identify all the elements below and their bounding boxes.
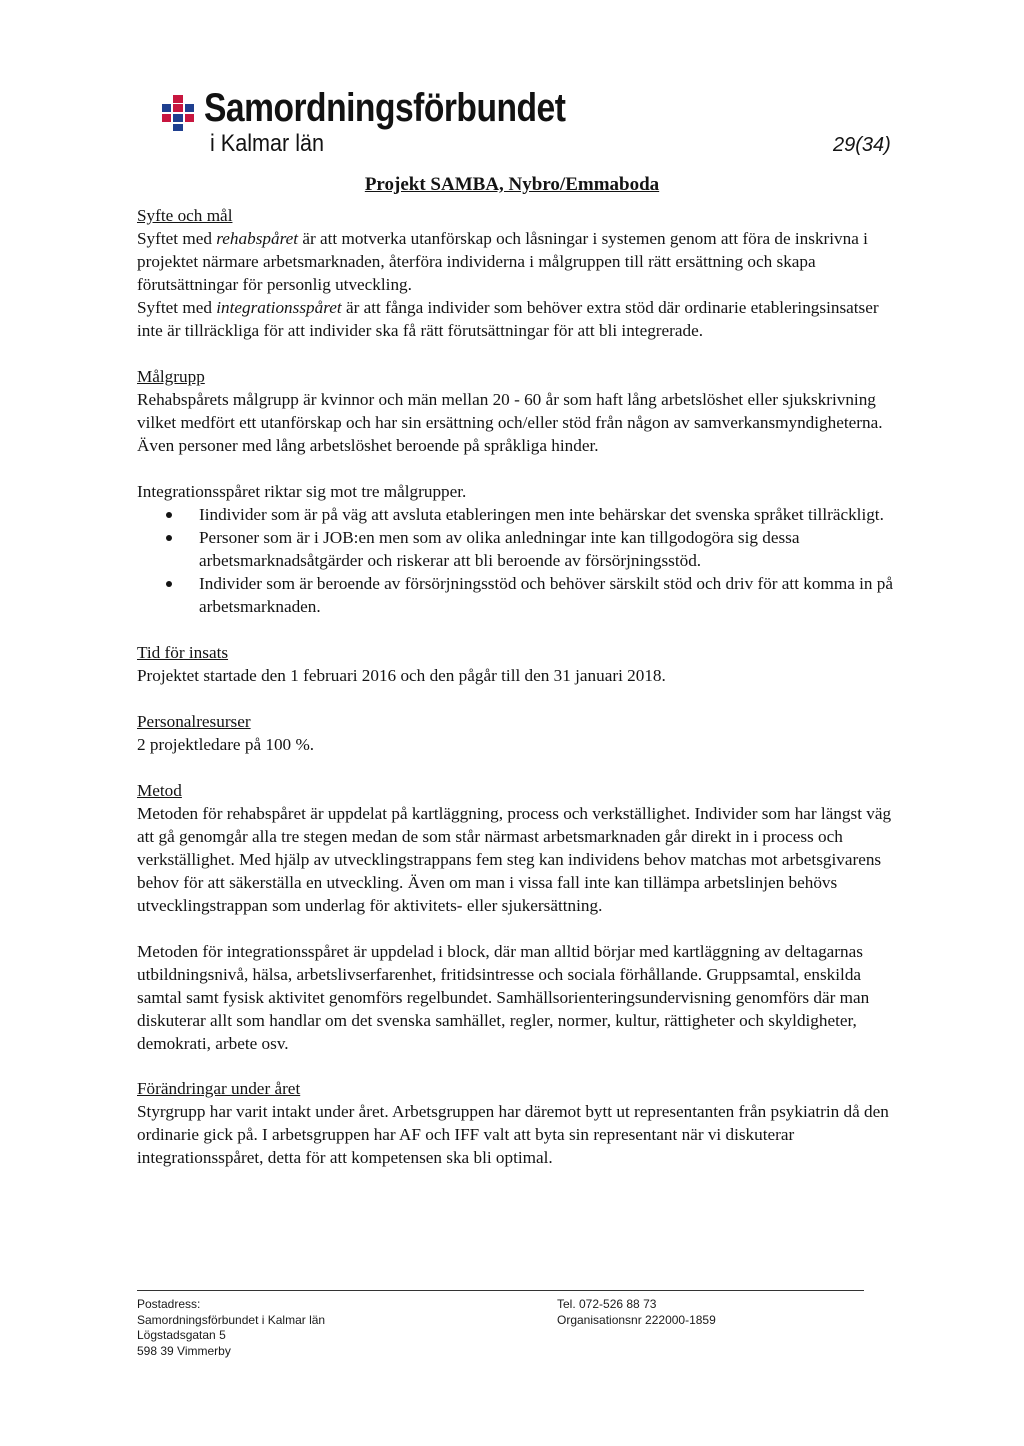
tid-paragraph: Projektet startade den 1 februari 2016 och den pågår till den 31 januari 2018. — [137, 666, 666, 685]
document-body — [137, 204, 897, 1169]
target-group-list — [137, 503, 897, 618]
section-heading-malgrupp: Målgrupp — [137, 367, 205, 386]
project-title: Projekt SAMBA, Nybro/Emmaboda — [364, 174, 660, 195]
forandringar-paragraph: Styrgrupp har varit intakt under året. Arbetsgruppen har däremot bytt ut representanten från psykiatrin då den ordinarie gick på. I arbetsgruppen har AF och IFF valt att byta sin representant när vi diskuterar integrationsspåret, detta för att kompetensen ska bli optimal. — [137, 1102, 889, 1167]
footer-org-number: Organisationsnr 222000-1859 — [557, 1312, 716, 1327]
syfte-paragraph-integration — [137, 296, 897, 342]
footer-postal-label: Postadress: — [137, 1297, 201, 1311]
organization-logo-icon — [160, 94, 196, 132]
text-run: är att fånga individer som behöver extra stöd där ordinarie etableringsinsatser inte är tillräckliga för att individer ska få rätt förutsättningar för att bli integrerade. — [137, 298, 879, 340]
personal-paragraph: 2 projektledare på 100 %. — [137, 735, 315, 754]
footer-org-name: Samordningsförbundet i Kalmar län — [137, 1312, 326, 1327]
section-personal — [137, 710, 897, 756]
section-heading-personal: Personalresurser — [137, 712, 251, 731]
section-metod — [137, 779, 897, 1055]
footer-address — [137, 1297, 325, 1359]
footer-phone: Tel. 072-526 88 73 — [557, 1297, 657, 1311]
metod-paragraph-integration: Metoden för integrationsspåret är uppdelad i block, där man alltid börjar med kartläggning av deltagarnas utbildningsnivå, hälsa, arbetslivserfarenhet, fritidsintresse och sociala förhållande. Gruppsamtal, enskilda samtal samt fysisk aktivitet genomförs regelbundet. Samhällsorienteringsundervisning genomförs där man diskuterar allt som handlar om det svenska samhället, regler, normer, kultur, rättigheter och skyldigheter, demokrati, arbete osv. — [137, 942, 870, 1053]
page-number: 29(34) — [833, 134, 891, 156]
section-heading-syfte: Syfte och mål — [137, 206, 233, 225]
footer-city: 598 39 Vimmerby — [137, 1343, 231, 1358]
section-heading-tid: Tid för insats — [137, 643, 229, 662]
metod-paragraph-rehab: Metoden för rehabspåret är uppdelat på kartläggning, process och verkställighet. Individer som har längst väg att gå genomgår alla tre stegen medan de som står närmast arbetsmarknaden går direkt in i process och verkställighet. Med hjälp av utvecklingstrappans fem steg kan individens behov matchas mot arbetsgivarens behov för att säkerställa en utveckling. Även om man i vissa fall inte kan tillämpa arbetslinjen behövs utvecklingstrappan som underlag för aktivitets- eller sjukersättning. — [137, 804, 892, 915]
emphasis-integrationssparet: integrationsspåret — [216, 298, 342, 317]
letterhead — [160, 80, 900, 160]
text-run: Syftet med — [137, 229, 217, 248]
section-heading-metod: Metod — [137, 781, 182, 800]
section-forandringar — [137, 1077, 897, 1169]
text-run: Syftet med — [137, 298, 217, 317]
footer-divider — [137, 1290, 864, 1291]
list-item: Individer som är beroende av försörjningsstöd och behöver särskilt stöd och driv för att komma in på arbetsmarknaden. — [199, 572, 897, 618]
emphasis-rehabsparet: rehabspåret — [216, 229, 299, 248]
footer-contact — [557, 1297, 716, 1328]
malgrupp-paragraph-integration: Integrationsspåret riktar sig mot tre målgrupper. — [137, 482, 467, 501]
section-tid — [137, 641, 897, 687]
syfte-paragraph-rehab — [137, 227, 897, 296]
section-heading-forandringar: Förändringar under året — [137, 1079, 301, 1098]
section-malgrupp — [137, 365, 897, 618]
list-item: Personer som är i JOB:en men som av olika anledningar inte kan tillgodogöra sig dessa arbetsmarknadsåtgärder och riskerar att bli beroende av försörjningsstöd. — [199, 526, 897, 572]
organization-region: i Kalmar län — [210, 130, 325, 157]
text-run: är att motverka utanförskap och låsningar i systemen genom att föra de inskrivna i projektet närmare arbetsmarknaden, återföra individerna i målgruppen till rätt ersättning och skapa förutsättningar för personlig utveckling. — [137, 229, 868, 294]
section-syfte — [137, 204, 897, 342]
list-item: Iindivider som är på väg att avsluta etableringen men inte behärskar det svenska språket tillräckligt. — [199, 503, 897, 526]
malgrupp-paragraph-rehab: Rehabspårets målgrupp är kvinnor och män mellan 20 - 60 år som haft lång arbetslöshet eller sjukskrivning vilket medfört ett utanförskap och har sin ersättning och/eller stöd från någon av samverkansmyndigheterna. Även personer med lång arbetslöshet beroende på språkliga hinder. — [137, 390, 883, 455]
footer-street: Lögstadsgatan 5 — [137, 1328, 226, 1342]
organization-name: Samordningsförbundet — [204, 86, 566, 130]
